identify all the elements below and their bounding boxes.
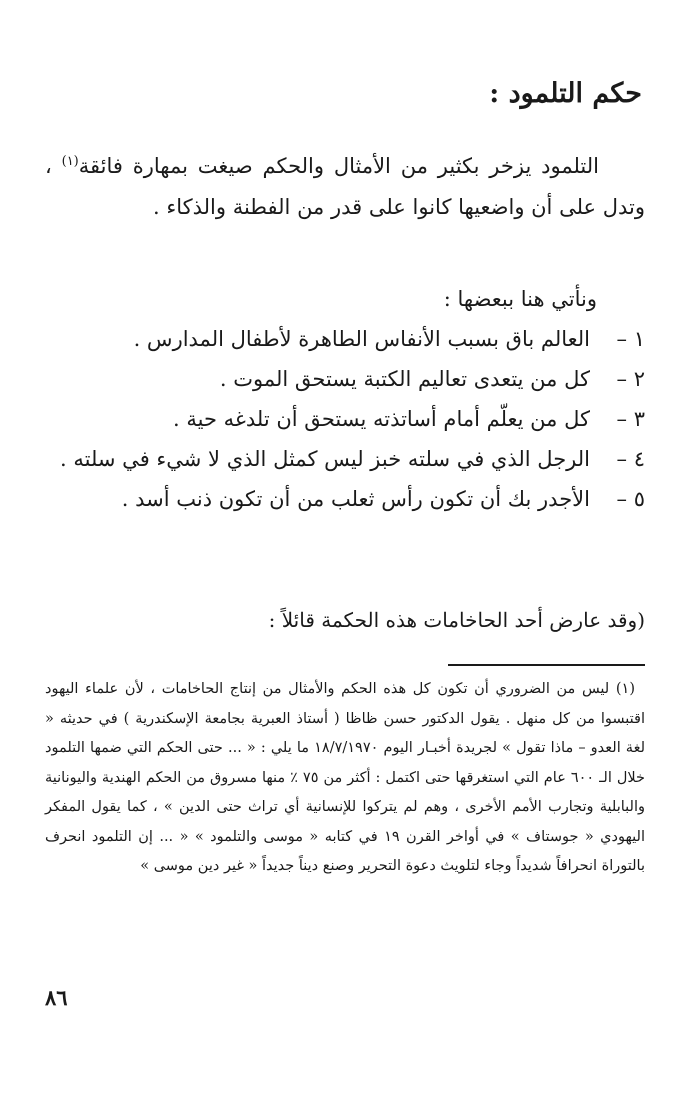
saying-number: ٥ – bbox=[616, 487, 645, 511]
intro-text-start: التلمود يزخر بكثير من الأمثال والحكم صيغت بمهارة فائقة bbox=[78, 154, 599, 178]
footnote-reference: (١) bbox=[61, 154, 79, 169]
closing-line: (وقد عارض أحد الحاخامات هذه الحكمة قائلاً : bbox=[268, 608, 645, 632]
intro-text-end: ، وتدل على أن واضعيها كانوا على قدر من الفطنة والذكاء . bbox=[45, 154, 645, 219]
saying-text: الأجدر بك أن تكون رأس ثعلب من أن تكون ذنب أسد . bbox=[121, 487, 590, 511]
saying-item bbox=[45, 319, 645, 359]
footnote-divider bbox=[448, 664, 645, 666]
saying-text: الرجل الذي في سلته خبز ليس كمثل الذي لا شيء في سلته . bbox=[60, 447, 590, 471]
footnote-text: (١) ليس من الضروري أن تكون كل هذه الحكم والأمثال من إنتاج الحاخامات ، لأن علماء اليهود اقتبسوا من كل منهل . يقول الدكتور حسن ظاظا ( أستاذ العبرية بجامعة الإسكندرية ) في حديثه « لغة العدو – ماذا تقول » لجريدة أخبـار اليوم ١٨/٧/١٩٧٠ ما يلي : « ... حتى الحكم التي ضمها التلمود خلال الـ ٦٠٠ عام التي استغرقها حتى اكتمل : أكثر من ٧٥ ٪ منها مسروق من الحكم الهندية واليونانية والبابلية وتجارب الأمم الأخرى ، وهم لم يتركوا للإنسانية أي تراث حتى الدين » ، كما يقول المفكر اليهودي « جوستاف » في أواخر القرن ١٩ في كتابه « موسى والتلمود » « ... إن التلمود انحرف بالتوراة انحرافاً شديداً وجاء لتلويث دعوة التحرير وصنع ديناً جديداً « غير دين موسى » bbox=[45, 681, 645, 874]
saying-number: ٣ – bbox=[616, 407, 645, 431]
saying-text: كل من يتعدى تعاليم الكتبة يستحق الموت . bbox=[219, 367, 590, 391]
sayings-list bbox=[45, 319, 645, 519]
page-number: ٨٦ bbox=[45, 985, 68, 1010]
saying-text: كل من يعلّم أمام أساتذته يستحق أن تلدغه حية . bbox=[173, 407, 590, 431]
saying-text: العالم باق بسبب الأنفاس الطاهرة لأطفال المدارس . bbox=[133, 327, 590, 351]
saying-item bbox=[45, 439, 645, 479]
saying-item bbox=[45, 359, 645, 399]
saying-item bbox=[45, 479, 645, 519]
saying-number: ٢ – bbox=[616, 367, 645, 391]
saying-number: ١ – bbox=[616, 327, 645, 351]
saying-number: ٤ – bbox=[616, 447, 645, 471]
sayings-lead: ونأتي هنا ببعضها : bbox=[443, 287, 597, 311]
intro-paragraph bbox=[45, 146, 645, 228]
section-heading: حكم التلمود : bbox=[489, 78, 642, 109]
saying-item bbox=[45, 399, 645, 439]
